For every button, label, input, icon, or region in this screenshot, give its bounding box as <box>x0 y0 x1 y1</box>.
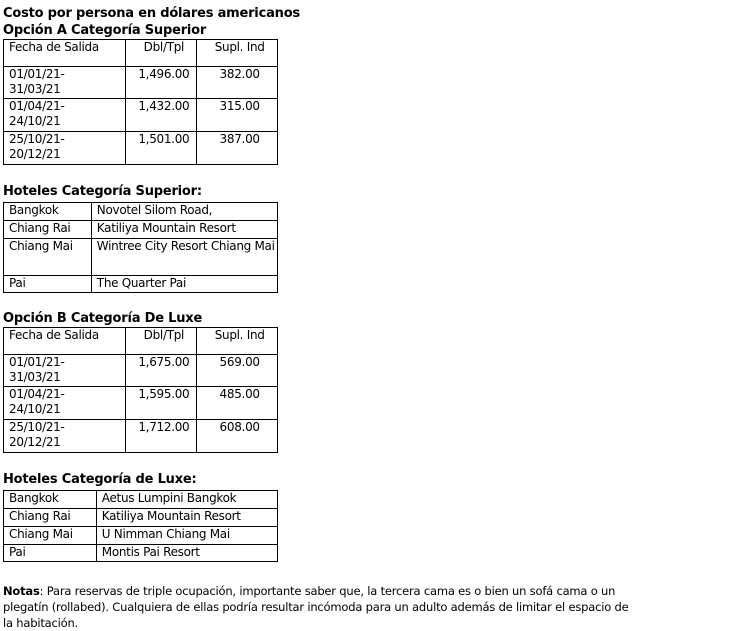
table-row <box>4 491 278 509</box>
city-cell: Bangkok <box>4 203 92 221</box>
date-start: 25/10/21- <box>9 132 65 146</box>
table-row <box>4 420 278 453</box>
date-cell <box>4 67 126 99</box>
notes-paragraph <box>3 583 635 631</box>
notes-text: : Para reservas de triple ocupación, importante saber que, la tercera cama es o bien un sofá cama o un plegatín (rollabed). Cualquiera de ellas podría resultar incómoda para un adulto además de limitar el espacio de la habitación. <box>3 584 629 630</box>
hotel-cell: Novotel Silom Road, <box>91 203 277 221</box>
dbl-cell: 1,712.00 <box>126 420 197 453</box>
city-cell: Chiang Mai <box>4 239 92 276</box>
date-start: 01/01/21- <box>9 67 65 81</box>
city-cell: Chiang Rai <box>4 509 97 527</box>
hotel-cell: U Nimman Chiang Mai <box>96 527 277 545</box>
table-row <box>4 67 278 99</box>
city-cell: Chiang Rai <box>4 221 92 239</box>
hotel-cell: Wintree City Resort Chiang Mai <box>91 239 277 276</box>
option-a-price-table <box>3 39 278 165</box>
table-row <box>4 221 278 239</box>
header-supl: Supl. Ind <box>197 40 278 67</box>
date-cell <box>4 99 126 132</box>
table-row <box>4 527 278 545</box>
date-cell <box>4 132 126 165</box>
hotel-cell: The Quarter Pai <box>91 276 277 293</box>
date-start: 01/01/21- <box>9 355 65 369</box>
table-row <box>4 203 278 221</box>
table-row <box>4 387 278 420</box>
date-start: 25/10/21- <box>9 420 65 434</box>
table-header-row <box>4 328 278 355</box>
dbl-cell: 1,595.00 <box>126 387 197 420</box>
date-start: 01/04/21- <box>9 387 65 401</box>
date-cell <box>4 420 126 453</box>
table-row <box>4 99 278 132</box>
city-cell: Bangkok <box>4 491 97 509</box>
header-supl: Supl. Ind <box>197 328 278 355</box>
hotels-superior-heading: Hoteles Categoría Superior: <box>3 184 202 199</box>
hotels-luxe-heading: Hoteles Categoría de Luxe: <box>3 472 197 487</box>
option-a-heading: Opción A Categoría Superior <box>3 23 207 38</box>
city-cell: Pai <box>4 276 92 293</box>
table-row <box>4 509 278 527</box>
date-end: 31/03/21 <box>9 82 61 96</box>
supl-cell: 382.00 <box>197 67 278 99</box>
supl-cell: 485.00 <box>197 387 278 420</box>
date-start: 01/04/21- <box>9 99 65 113</box>
table-row <box>4 355 278 387</box>
supl-cell: 315.00 <box>197 99 278 132</box>
supl-cell: 387.00 <box>197 132 278 165</box>
hotel-cell: Katiliya Mountain Resort <box>91 221 277 239</box>
date-cell <box>4 355 126 387</box>
hotels-luxe-table <box>3 490 278 562</box>
option-b-heading: Opción B Categoría De Luxe <box>3 311 203 326</box>
date-end: 24/10/21 <box>9 114 61 128</box>
header-dbl: Dbl/Tpl <box>126 40 197 67</box>
supl-cell: 569.00 <box>197 355 278 387</box>
supl-cell: 608.00 <box>197 420 278 453</box>
table-header-row <box>4 40 278 67</box>
page-title: Costo por persona en dólares americanos <box>3 6 300 21</box>
date-end: 31/03/21 <box>9 370 61 384</box>
hotel-cell: Aetus Lumpini Bangkok <box>96 491 277 509</box>
dbl-cell: 1,432.00 <box>126 99 197 132</box>
date-end: 20/12/21 <box>9 147 61 161</box>
hotel-cell: Montis Pai Resort <box>96 545 277 562</box>
table-row <box>4 276 278 293</box>
dbl-cell: 1,496.00 <box>126 67 197 99</box>
date-end: 24/10/21 <box>9 402 61 416</box>
notes-label: Notas <box>3 584 40 598</box>
dbl-cell: 1,501.00 <box>126 132 197 165</box>
hotels-superior-table <box>3 202 278 293</box>
dbl-cell: 1,675.00 <box>126 355 197 387</box>
date-end: 20/12/21 <box>9 435 61 449</box>
header-fecha: Fecha de Salida <box>4 328 126 355</box>
table-row <box>4 545 278 562</box>
city-cell: Pai <box>4 545 97 562</box>
table-row <box>4 239 278 276</box>
table-row <box>4 132 278 165</box>
city-cell: Chiang Mai <box>4 527 97 545</box>
option-b-price-table <box>3 327 278 453</box>
header-dbl: Dbl/Tpl <box>126 328 197 355</box>
date-cell <box>4 387 126 420</box>
hotel-cell: Katiliya Mountain Resort <box>96 509 277 527</box>
header-fecha: Fecha de Salida <box>4 40 126 67</box>
